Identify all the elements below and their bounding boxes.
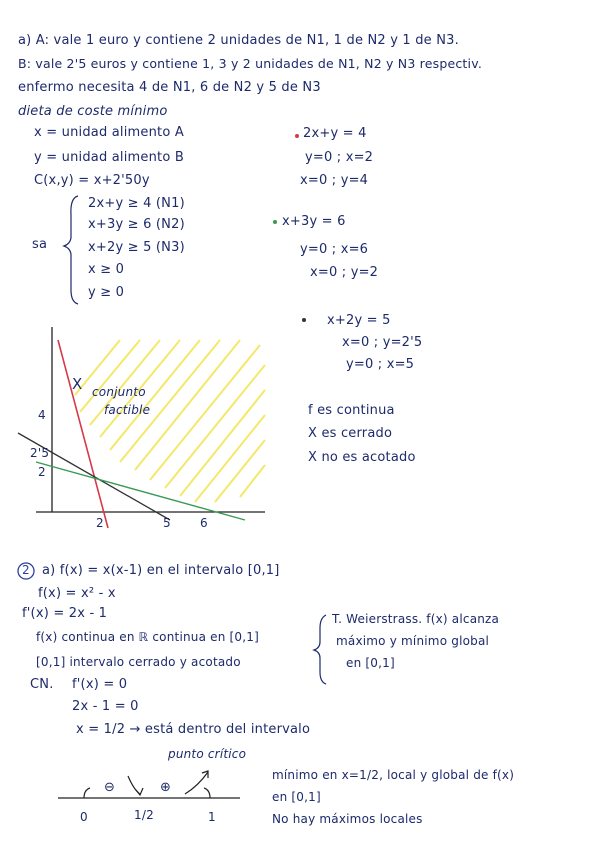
set-label-2: factible [104,403,151,417]
cn-eq-1: f'(x) = 0 [72,677,128,692]
constraint-5: y ≥ 0 [88,285,125,300]
derivative: f'(x) = 2x - 1 [22,606,108,621]
negative-sign-icon: ⊖ [104,780,116,795]
line1-point-1: y=0 ; x=2 [305,150,374,165]
feasible-region-hatch [75,340,265,502]
continuity-note: f(x) continua en ℝ continua en [0,1] [36,630,260,644]
y-tick-4: 4 [38,408,46,422]
theorem-line-1: T. Weierstrass. f(x) alcanza [332,612,500,626]
set-symbol: X [72,375,83,393]
left-bracket-icon [84,788,90,798]
constraint-4: x ≥ 0 [88,262,125,277]
statement-line-b: B: vale 2'5 euros y contiene 1, 3 y 2 unidades de N1, N2 y N3 respectiv. [18,56,483,71]
line-x-plus-3y [36,462,245,520]
number-line-right: 1 [208,810,216,824]
definition-x: x = unidad alimento A [34,125,184,140]
interval-note: [0,1] intervalo cerrado y acotado [36,655,241,669]
note-continuous: f es continua [308,403,395,418]
positive-sign-icon: ⊕ [160,780,172,795]
y-tick-2-5: 2'5 [30,446,50,460]
constraint-brace [64,196,78,304]
conclusion-line-3: No hay máximos locales [272,812,423,826]
line3-equation: x+2y = 5 [327,313,391,328]
theorem-line-2: máximo y mínimo global [336,634,490,648]
problem-2-statement: a) f(x) = x(x-1) en el intervalo [0,1] [42,563,280,578]
critical-point-label: punto crítico [168,747,247,761]
constraint-1: 2x+y ≥ 4 (N1) [88,196,185,211]
decreasing-arrow-icon [128,776,140,794]
set-label-1: conjunto [92,385,146,399]
line-2x-plus-y [58,340,108,528]
conclusion-line-2: en [0,1] [272,790,321,804]
line2-point-2: x=0 ; y=2 [310,265,379,280]
theorem-line-3: en [0,1] [346,656,395,670]
constraint-2: x+3y ≥ 6 (N2) [88,217,185,232]
cn-label: CN. [30,677,54,692]
line3-point-2: y=0 ; x=5 [346,357,415,372]
line2-equation: x+3y = 6 [282,214,346,229]
subject-to-label: sa [32,237,48,252]
number-line-left: 0 [80,810,88,824]
cn-eq-3: x = 1/2 → está dentro del intervalo [76,722,311,737]
line1-point-2: x=0 ; y=4 [300,173,369,188]
line3-point-1: x=0 ; y=2'5 [342,335,423,350]
problem-2-number: 2 [22,563,30,577]
statement-line-d: dieta de coste mínimo [18,104,168,119]
constraint-3: x+2y ≥ 5 (N3) [88,240,185,255]
line2-point-1: y=0 ; x=6 [300,242,369,257]
x-tick-6: 6 [200,516,208,530]
right-bracket-icon [204,788,210,798]
note-closed: X es cerrado [308,426,393,441]
cn-eq-2: 2x - 1 = 0 [72,699,139,714]
x-tick-2: 2 [96,516,104,530]
statement-line-c: enfermo necesita 4 de N1, 6 de N2 y 5 de N3 [18,80,321,95]
statement-line-a: a) A: vale 1 euro y contiene 2 unidades de N1, 1 de N2 y 1 de N3. [18,33,459,48]
cost-function: C(x,y) = x+2'50y [34,173,150,188]
y-tick-2: 2 [38,465,46,479]
function-def: f(x) = x² - x [38,586,116,601]
number-line-mid: 1/2 [134,808,154,822]
definition-y: y = unidad alimento B [34,150,184,165]
increasing-arrow-icon [185,772,208,794]
line1-equation: 2x+y = 4 [303,126,367,141]
theorem-brace [314,615,326,684]
conclusion-line-1: mínimo en x=1/2, local y global de f(x) [272,768,515,782]
note-unbounded: X no es acotado [308,450,416,465]
x-tick-5: 5 [163,516,171,530]
